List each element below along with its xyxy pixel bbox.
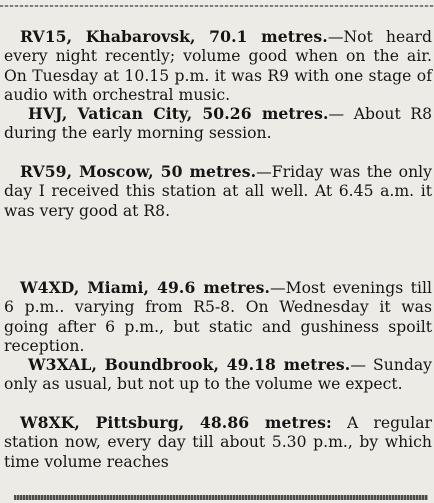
station-entry-w3xal [4, 355, 432, 395]
station-entry-hvj [4, 104, 432, 144]
station-heading: W3XAL, Boundbrook, 49.18 metres. [28, 355, 351, 374]
station-entry-rv59 [4, 162, 432, 221]
station-entry-rv15 [4, 27, 432, 105]
station-heading: HVJ, Vatican City, 50.26 metres. [28, 104, 329, 123]
station-entry-w4xd [4, 278, 432, 356]
station-heading: RV15, Khabarovsk, 70.1 metres. [20, 27, 328, 46]
station-report: — Sunday only as usual, but not up to the volume we expect. [4, 356, 432, 394]
station-report: —Not heard every night recently; volume good when on the air. On Tuesday at 10.15 p.m. it was R9 with one stage of audio with orchestral music. [4, 28, 432, 104]
station-heading: W8XK, Pittsburg, 48.86 metres: [20, 413, 332, 432]
station-report: —Most evenings till 6 p.m.. varying from R5-8. On Wednesday it was going after 6 p.m., but static and gushiness spoilt reception. [4, 279, 432, 355]
station-heading: W4XD, Miami, 49.6 metres. [20, 278, 271, 297]
station-heading: RV59, Moscow, 50 metres. [20, 162, 257, 181]
station-report: A regular station now, every day till about 5.30 p.m., by which time volume reaches [4, 414, 433, 471]
top-rule [0, 5, 434, 7]
station-entry-w8xk [4, 413, 432, 472]
bottom-rule [14, 495, 428, 500]
station-report: — About R8 during the early morning session. [4, 105, 433, 143]
station-report: —Friday was the only day I received this station at all well. At 6.45 a.m. it was very good at R8. [4, 163, 432, 220]
